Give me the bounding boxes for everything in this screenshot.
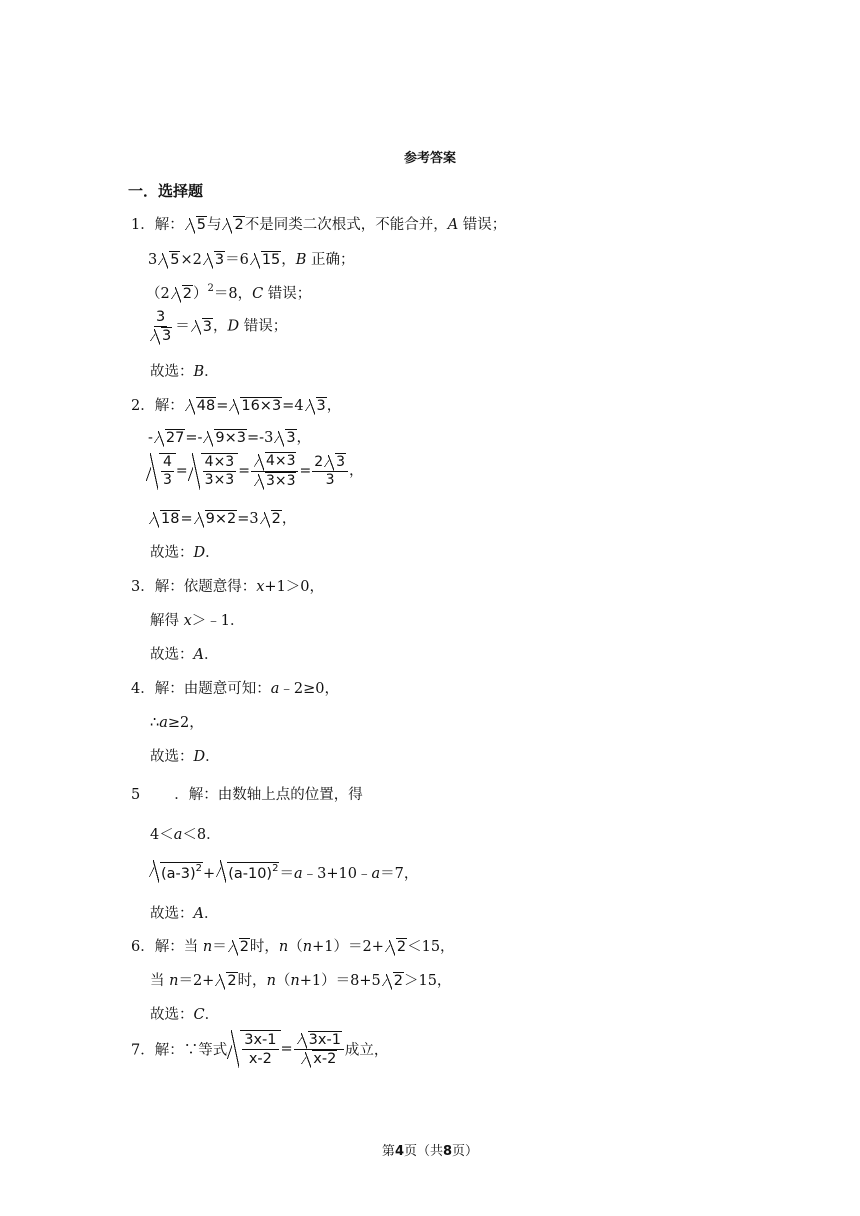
page-footer: 第4页（共8页） [381,1144,479,1159]
q6-answer: 故选：C． [150,1007,220,1023]
q2-line-2: - 27=- 9×3=-3 3， [148,430,312,446]
q7-line-1: 7．解：∵等式 $\frac{3x-1}{x-2}$ = $\frac{3x-1}{x-2}$ 成立， [131,1031,389,1068]
q3-answer: 故选：A． [150,647,219,663]
q3-line-1: 3．解：依题意得：x+1＞0， [131,579,325,595]
q2-line-1: 2．解： 48= 16×3=4 3， [131,398,342,414]
page-title: 参考答案 [403,151,456,166]
q5-line-1: 5 ．解：由数轴上点的位置，得 [131,787,363,803]
q4-line-2: ∴a≥2， [150,715,204,731]
q1-answer: 故选：B． [150,364,219,380]
q2-line-3: $\frac{4}{3}$ = $\frac{4\times 3}{3\times 3}$ = $\frac{4\times 3}{3\times 3}$ = $\frac{2 3}{3}$ ， [146,452,363,490]
q1-line-2: 3 5×2 3＝6 15，B 正确； [148,252,355,268]
q6-line-2: 当 n＝2+ 2时，n（n+1）＝8+5 2＞15， [150,973,452,989]
q5-line-3: $(a-3)^2+$ $(a-10)^2=a﹣3+10﹣a=7$， [148,858,418,883]
q5-answer: 故选：A． [150,906,219,922]
q1-line-3: （2 2）$^2$＝8，C 错误； [146,283,312,302]
q4-line-1: 4．解：由题意可知：a﹣2≥0， [131,681,339,697]
q2-answer: 故选：D． [150,545,220,561]
q4-answer: 故选：D． [150,749,220,765]
q1-line-1: 1．解： 5与 2不是同类二次根式，不能合并，A 错误； [131,217,507,233]
q6-line-1: 6．解：当 n＝ 2时，n（n+1）＝2+ 2＜15， [131,939,455,955]
q3-line-2: 解得 x＞﹣1． [150,613,245,629]
q2-line-4: 18= 9×2=3 2， [148,507,296,528]
q1-line-4: $\frac{3}{3}$ ＝ 3，D 错误； [146,308,287,345]
q5-line-2: 4＜a＜8． [150,827,221,843]
section-heading: 一．选择题 [128,182,204,200]
